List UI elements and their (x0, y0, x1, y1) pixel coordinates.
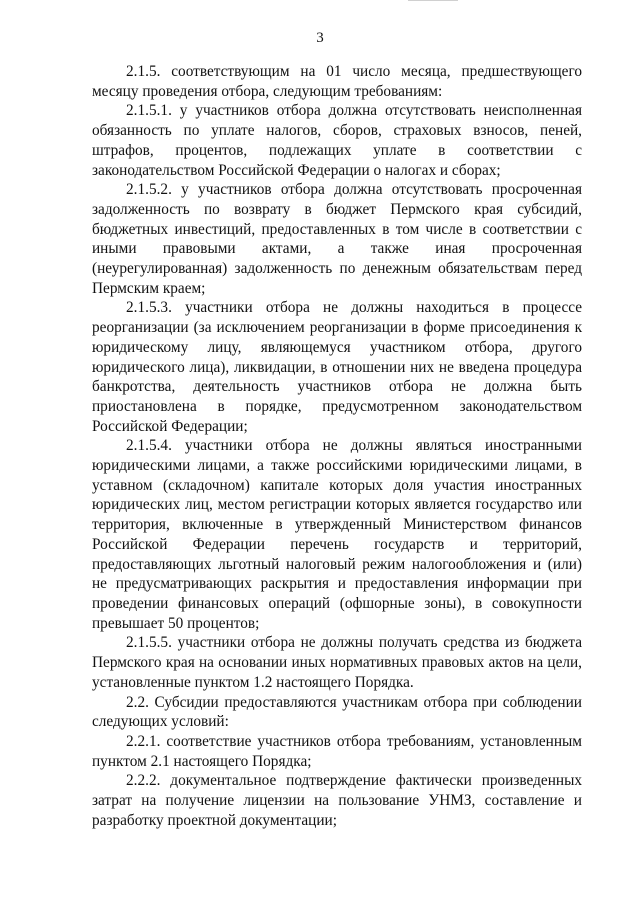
scan-edge-mark (408, 0, 458, 1)
document-body (92, 62, 582, 830)
paragraph-2-1-5: 2.1.5. соответствующим на 01 число месяца, предшествующего месяцу проведения отбора, следующим требованиям: (92, 63, 582, 100)
page-number: 3 (316, 30, 324, 46)
paragraph-2-2-2: 2.2.2. документальное подтверждение фактически произведенных затрат на получение лицензии на пользование УНМЗ, составление и разработку проектной документации; (92, 772, 582, 829)
paragraph-2-2-1: 2.2.1. соответствие участников отбора требованиям, установленным пунктом 2.1 настоящего Порядка; (92, 732, 582, 770)
paragraph-2-1-5-4: 2.1.5.4. участники отбора не должны являться иностранными юридическими лицами, а также российскими юридическими лицами, в уставном (складочном) капитале которых доля участия иностранных юридических лиц, местом регистрации которых является государство или территория, включенные в утвержденный Министерством финансов Российской Федерации перечень государств и территорий, предоставляющих льготный налоговый режим налогообложения и (или) не предусматривающих раскрытия и предоставления информации при проведении финансовых операций (офшорные зоны), в совокупности превышает 50 процентов; (92, 437, 582, 632)
paragraph-2-2: 2.2. Субсидии предоставляются участникам отбора при соблюдении следующих условий: (92, 693, 582, 731)
paragraph-2-1-5-5: 2.1.5.5. участники отбора не должны получать средства из бюджета Пермского края на основании иных нормативных правовых актов на цели, установленные пунктом 1.2 настоящего Порядка. (92, 634, 582, 691)
paragraph-2-1-5-1: 2.1.5.1. у участников отбора должна отсутствовать неисполненная обязанность по уплате налогов, сборов, страховых взносов, пеней, штрафов, процентов, подлежащих уплате в соответствии с законодательством Российской Федерации о налогах и сборах; (92, 102, 582, 179)
paragraph-2-1-5-2: 2.1.5.2. у участников отбора должна отсутствовать просроченная задолженность по возврату в бюджет Пермского края субсидий, бюджетных инвестиций, предоставленных в том числе в соответствии с иными правовыми актами, а также иная просроченная (неурегулированная) задолженность по денежным обязательствам перед Пермским краем; (92, 181, 582, 297)
paragraph-2-1-5-3: 2.1.5.3. участники отбора не должны находиться в процессе реорганизации (за исключением реорганизации в форме присоединения к юридическому лицу, являющемуся участником отбора, другого юридического лица), ликвидации, в отношении них не введена процедура банкротства, деятельность участников отбора не должна быть приостановлена в порядке, предусмотренном законодательством Российской Федерации; (92, 299, 582, 435)
